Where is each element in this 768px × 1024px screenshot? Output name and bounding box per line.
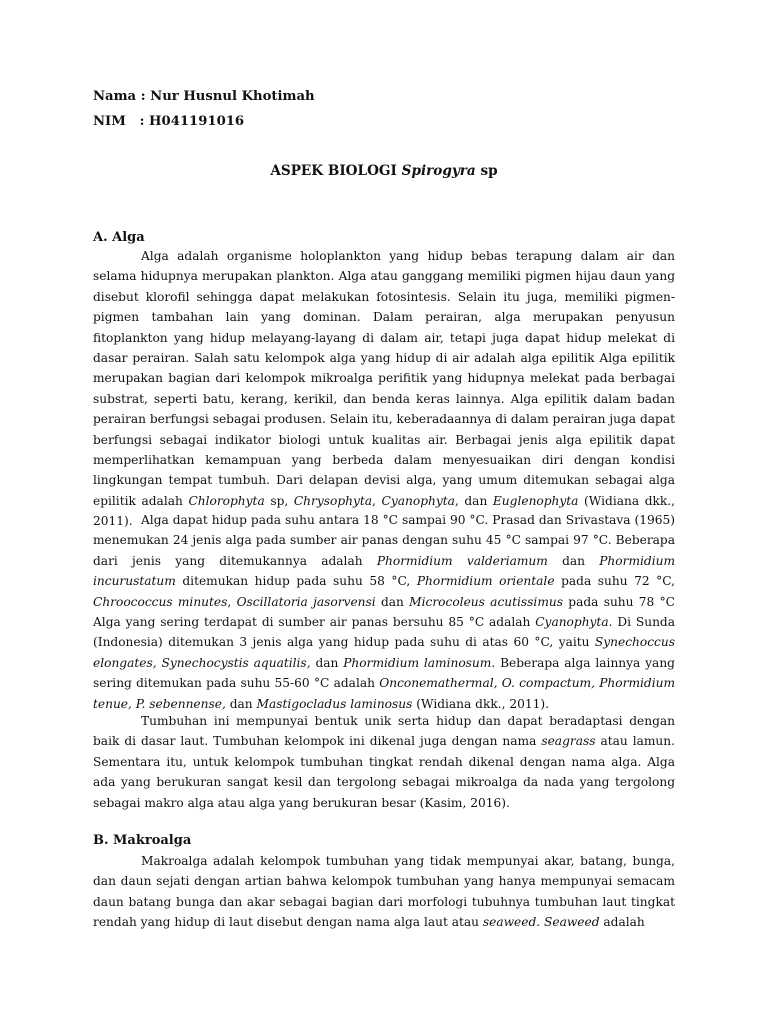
italic-run: Chrysophyta [293,493,373,508]
italic-run: Chlorophyta [188,493,265,508]
italic-run: seagrass [541,734,596,749]
text-run: . Di Sunda (Indonesia) ditemukan 3 jenis alga yang hidup pada suhu di atas 60 °C, yaitu [93,615,675,650]
italic-run: seaweed. [482,915,541,930]
text-run: pada suhu 78 °C Alga yang sering terdapat di sumber air panas bersuhu 85 °C adalah [93,594,675,630]
italic-run: Cyanophyta [381,493,455,508]
text-run: (Widiana dkk., 2011). [93,493,676,529]
student-id-line: NIM : H041191016 [93,114,245,129]
text-run: Tumbuhan ini mempunyai bentuk unik serta hidup dan dapat beradaptasi dengan baik di dasar laut. Tumbuhan kelompok ini dikenal juga dengan nama [93,714,675,749]
text-run: atau lamun. Sementara itu, untuk kelompok tumbuhan tingkat rendah dikenal dengan nama alga. Alga ada yang berukuran sangat kesil dan tergolong sebagai mikroalga da nada yang tergolong sebagai makro alga atau alga yang berukuran besar (Kasim, 2016). [93,734,675,810]
section-a-heading: A. Alga [93,230,145,245]
italic-run: Cyanophyta [535,615,609,630]
text-run: ditemukan hidup pada suhu 58 °C, [175,574,417,589]
text-run: Alga adalah organisme holoplankton yang hidup bebas terapung dalam air dan selama hidupnya merupakan plankton. Alga atau ganggang memiliki pigmen hijau daun yang disebut klorofil sehingga dapat melakukan fotosintesis. Selain itu juga, memiliki pigmen-pigmen tambahan lain yang dominan. Dalam perairan, alga merupakan penyusun fitoplankton yang hidup melayang-layang di dalam air, tetapi juga dapat hidup melekat di dasar perairan. Salah satu kelompok alga yang hidup di air adalah alga epilitik Alga epilitik merupakan bagian dari kelompok mikroalga perifitik yang hidupnya melekat pada berbagai substrat, seperti batu, kerang, kerikil, dan benda keras lainnya. Alga epilitik dalam badan perairan berfungsi sebagai produsen. Selain itu, keberadaannya di dalam perairan juga dapat berfungsi sebagai indikator biologi untuk kualitas air. Berbagai jenis alga epilitik dapat memperlihatkan kemampuan yang berbeda dalam menyesuaikan diri dengan kondisi lingkungan tempat tumbuh. Dari delapan devisi alga, yang umum ditemukan sebagai alga epilitik adalah [93,249,675,508]
title-suffix: sp [475,163,498,179]
italic-run: Microcoleus acutissimus [409,594,563,609]
text-run: Makroalga adalah kelompok tumbuhan yang tidak mempunyai akar, batang, bunga, dan daun sejati dengan artian bahwa kelompok tumbuhan yang hanya mempunyai semacam daun batang bunga dan akar sebagai bagian dari morfologi tubuhnya tumbuhan laut tingkat rendah yang hidup di laut disebut dengan nama alga laut atau [93,854,675,930]
text-run: sp, [264,493,294,508]
text-run: Beberapa alga lainnya yang sering ditemukan pada suhu 55-60 °C adalah [93,655,675,691]
text-run: dan [310,655,344,670]
italic-run: Phormidium valderiamum [376,553,548,568]
paragraph [93,246,675,532]
text-run: pada suhu 72 °C, [554,574,676,589]
italic-run: Seaweed [544,915,600,930]
text-run: , [227,594,237,609]
document-title [93,162,675,180]
italic-run: Phormidium orientale [416,574,555,589]
text-run: dan [547,553,600,568]
italic-run: Mastigocladus laminosus [256,696,413,711]
italic-run: Oscillatoria jasorvensi [236,594,376,609]
text-run: dan [375,594,410,609]
text-run: , dan [454,493,493,508]
text-run: Alga dapat hidup pada suhu antara 18 °C sampai 90 °C. Prasad dan Srivastava (1965) menemukan 24 jenis alga pada sumber air panas dengan suhu 45 °C sampai 97 °C. Beberapa dari jenis yang ditemukannya adalah [93,513,675,568]
italic-run: Phormidium laminosum. [343,655,496,670]
italic-run: Synechoccus elongates, Synechocystis aquatilis, [93,635,675,670]
italic-run: Phormidium incurustatum [93,553,676,589]
section-b-heading: B. Makroalga [93,833,192,848]
author-name-line: Nama : Nur Husnul Khotimah [93,89,315,104]
document-page [93,0,675,1024]
italic-run: Chroococcus minutes [93,594,228,609]
paragraph [93,711,675,813]
text-run: , [372,493,382,508]
paragraph [93,510,675,714]
text-run: (Widiana dkk., 2011). [412,696,550,711]
paragraph [93,851,675,933]
italic-run: Onconemathermal, O. compactum, Phormidium tenue, P. sebennense, [93,676,676,711]
text-run: dan [225,696,257,711]
title-prefix: ASPEK BIOLOGI [270,163,402,179]
italic-run: Euglenophyta [492,493,579,508]
text-run: adalah [599,915,645,930]
title-genus: Spirogyra [401,163,476,179]
